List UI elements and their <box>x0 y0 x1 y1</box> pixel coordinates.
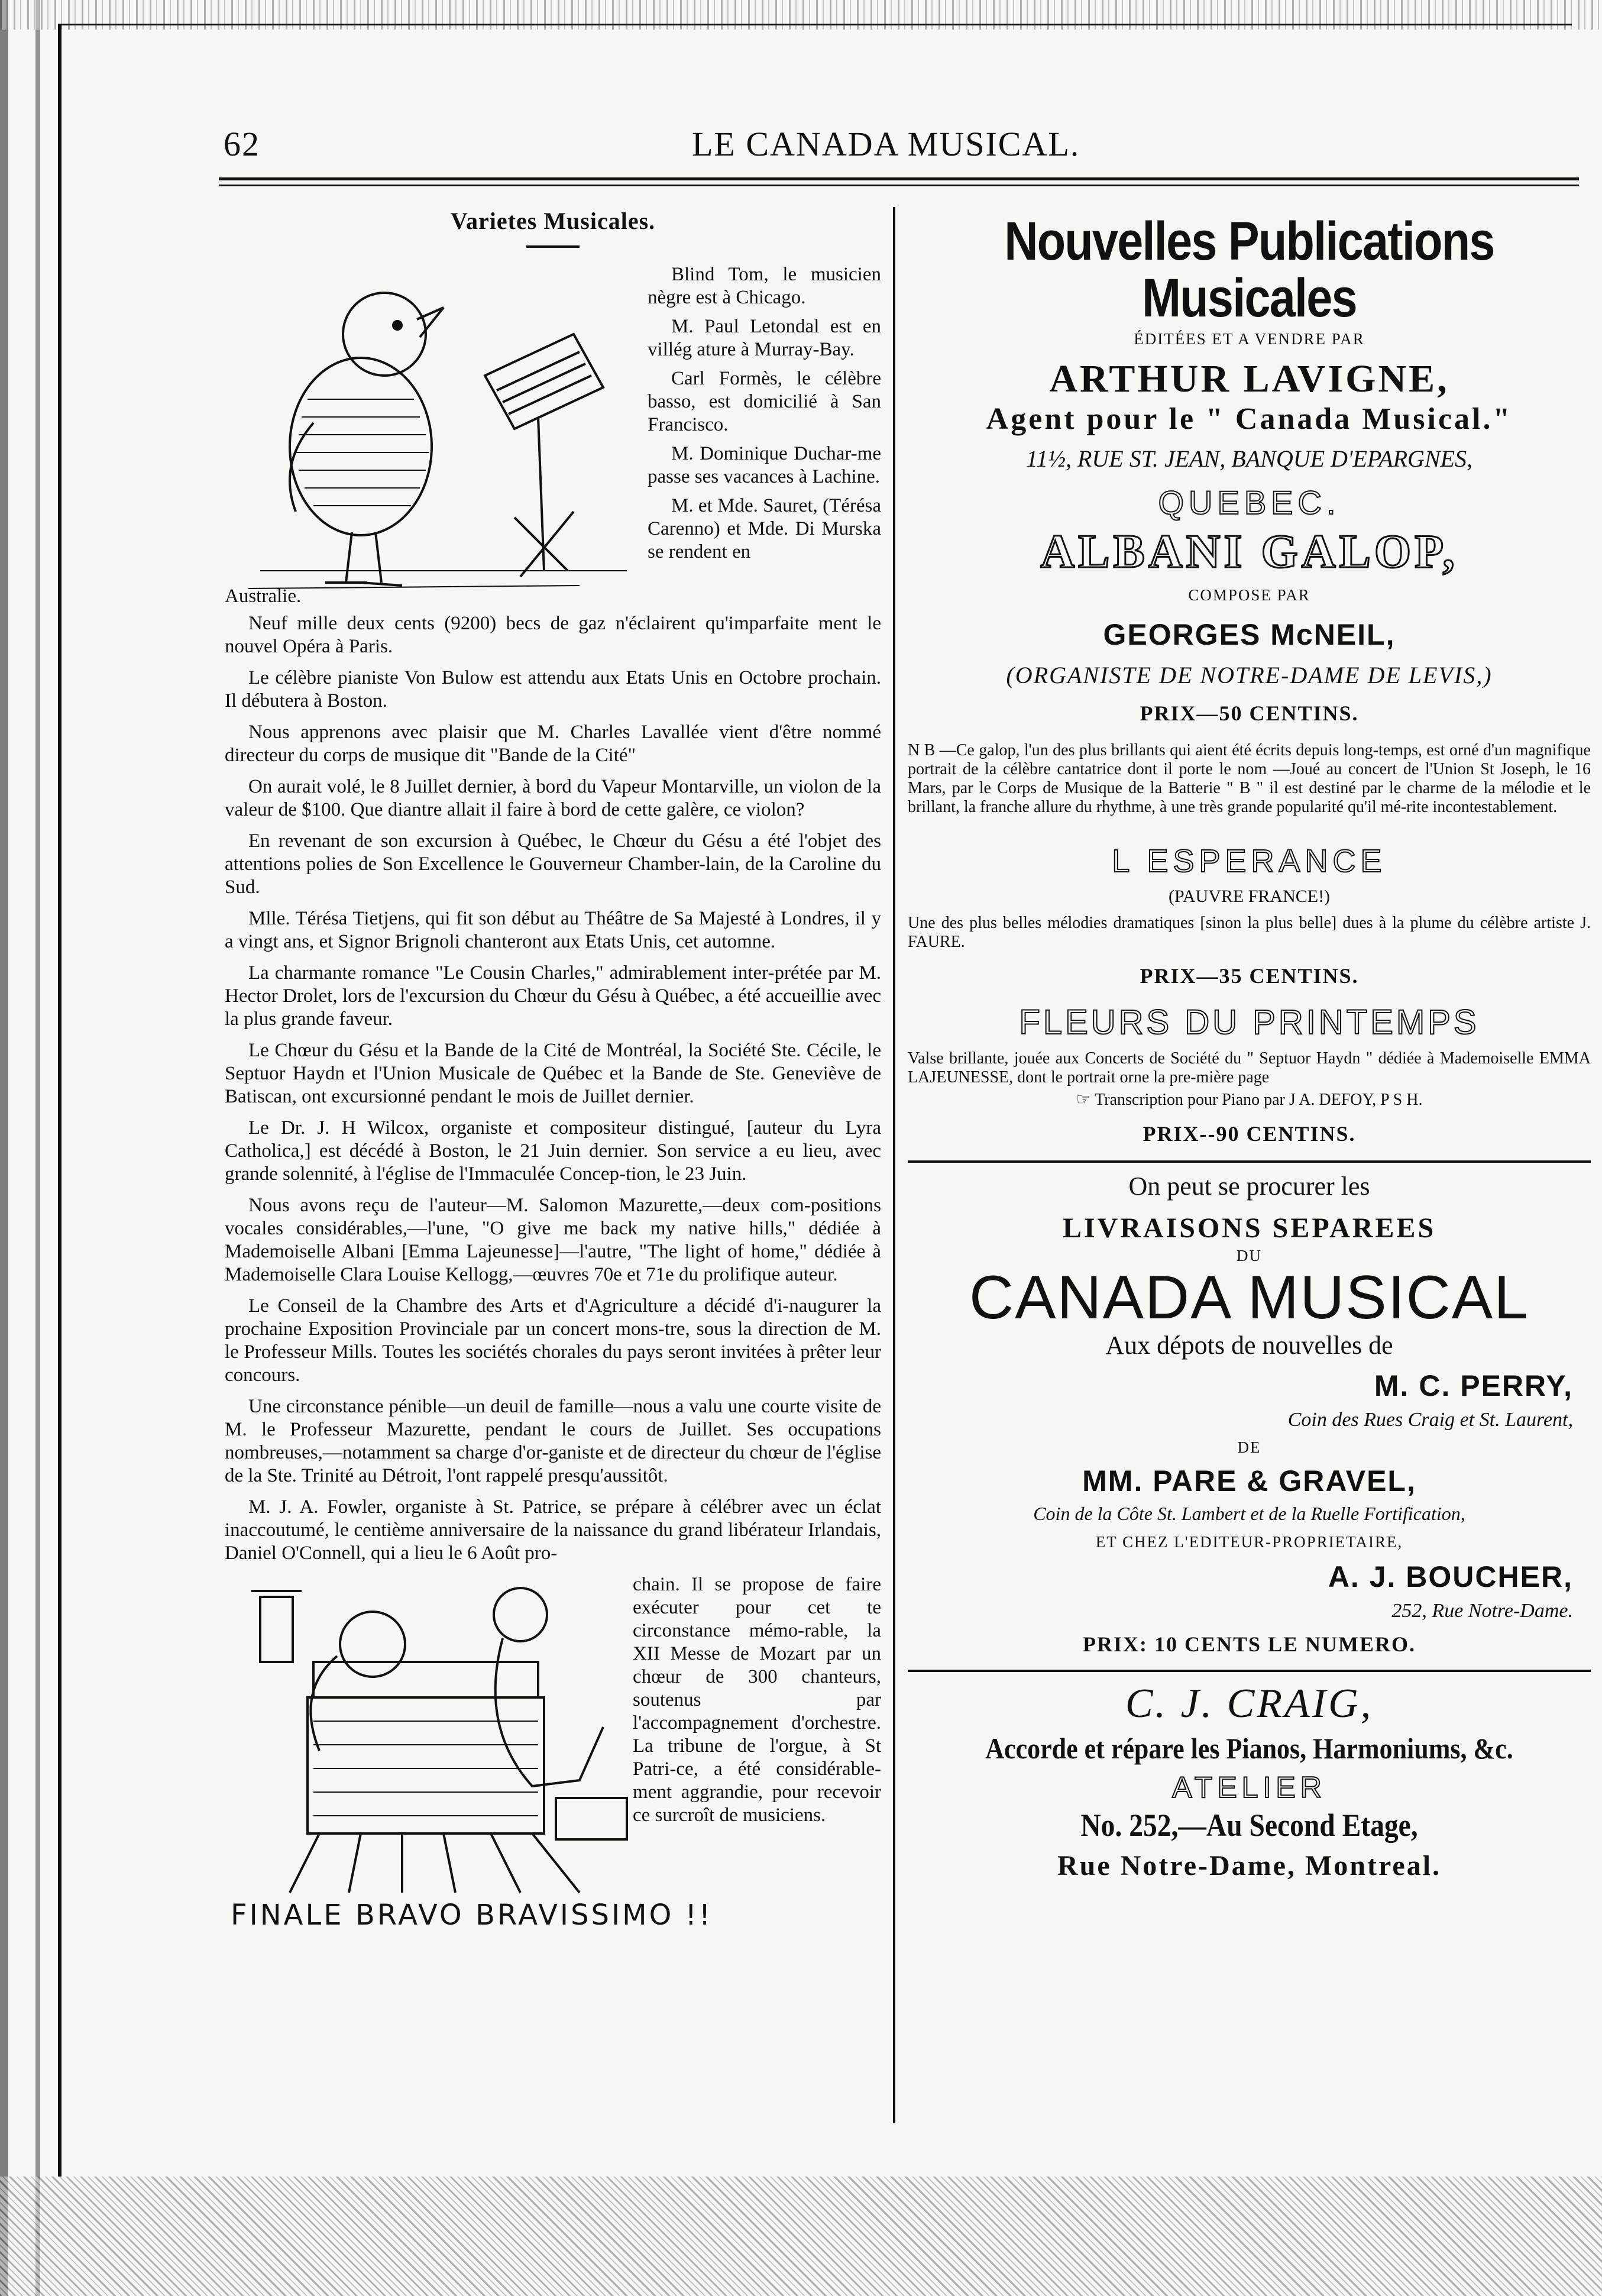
boucher-name: A. J. BOUCHER, <box>1328 1560 1573 1593</box>
organist-engraving <box>225 1573 639 1904</box>
depots-line: Aux dépots de nouvelles de <box>1105 1331 1393 1360</box>
paragraph: M. J. A. Fowler, organiste à St. Patrice, se prépare à célébrer avec un éclat inaccoutumé, le centième anniversaire de la naissance du grand libérateur Irlandais, Daniel O'Connell, qui a lieu le 6 Août pro- <box>225 1496 881 1564</box>
column-divider <box>893 207 895 2123</box>
albani-galop-title: ALBANI GALOP, <box>1040 526 1458 578</box>
perry-name: M. C. PERRY, <box>1374 1369 1573 1402</box>
paragraph: Le Chœur du Gésu et la Bande de la Cité de Montréal, la Société Ste. Cécile, le Septuor Haydn et l'Union Musicale de Québec et la Bande de Ste. Geneviève de Batiscan, ont excursionné pendant le mois de Juillet dernier. <box>225 1040 881 1107</box>
header-rule-bottom <box>219 185 1579 186</box>
short-items <box>648 263 881 570</box>
rue-notre-dame: Rue Notre-Dame, Montreal. <box>1057 1850 1442 1881</box>
header-rule-top <box>219 177 1579 180</box>
item-blind-tom: Blind Tom, le musicien nègre est à Chicago. <box>648 264 881 308</box>
boucher-address: 252, Rue Notre-Dame. <box>1391 1600 1573 1622</box>
price-numero: PRIX: 10 CENTS LE NUMERO. <box>1082 1632 1416 1656</box>
paragraph: Le Dr. J. H Wilcox, organiste et compositeur distingué, [auteur du Lyra Catholica,] est décédé à Boston, le 21 Juin dernier. Son service a eu lieu, avec grande solennité, à l'église de l'Immaculée Concep-tion, le 23 Juin. <box>225 1117 881 1185</box>
paragraph: Neuf mille deux cents (9200) becs de gaz n'éclairent qu'imparfaite ment le nouvel Opéra à Paris. <box>225 613 881 657</box>
left-column <box>225 207 881 1940</box>
esperance-note: Une des plus belles mélodies dramatiques [sinon la plus belle] dues à la plume du célèbre artiste J. FAURE. <box>908 914 1591 951</box>
chick-engraving <box>225 263 633 606</box>
paragraph: Nous apprenons avec plaisir que M. Charles Lavallée vient d'être nommé directeur du corps de musique dit "Bande de la Cité" <box>225 722 881 766</box>
engraving-caption: FINALE BRAVO BRAVISSIMO !! <box>231 1899 713 1932</box>
item-sauret: M. et Mde. Sauret, (Térésa Carenno) et Mde. Di Murska se rendent en <box>648 495 881 562</box>
paragraph: Mlle. Térésa Tietjens, qui fit son début au Théâtre de Sa Majesté à Londres, il y a vingt ans, et Signor Brignoli chanteront aux Etats Unis, cet automne. <box>225 908 881 952</box>
livraisons-title: LIVRAISONS SEPAREES <box>1062 1212 1436 1244</box>
paragraph: La charmante romance "Le Cousin Charles," admirablement inter-prétée par M. Hector Drolet, lors de l'excursion du Chœur du Gésu à Québec, a été accueillie avec la plus grande faveur. <box>225 962 881 1030</box>
accorde-line: Accorde et répare les Pianos, Harmoniums, &c. <box>985 1732 1513 1765</box>
paragraph: Le Conseil de la Chambre des Arts et d'Agriculture a décidé d'i-naugurer la prochaine Exposition Provinciale par un concert mons-tre, sous la direction de M. le Professeur Mills. Toutes les sociétés chorales du pays seront invitées à prêter leur concours. <box>225 1295 881 1386</box>
paragraph: Nous avons reçu de l'auteur—M. Salomon Mazurette,—deux com-positions vocales considérables,—l'une, "O give me back my native hills," dédiée à Mademoiselle Albani [Emma Lajeunesse]—l'autre, "The light of home," dédiée à Mademoiselle Clara Louise Kellogg,—œuvres 70e et 71e du prolifique auteur. <box>225 1195 881 1285</box>
esperance-title: L ESPERANCE <box>1112 843 1387 879</box>
composer-name: GEORGES McNEIL, <box>1103 618 1396 651</box>
section-rule <box>908 1160 1591 1163</box>
title-rule <box>526 245 580 248</box>
galop-note: N B —Ce galop, l'un des plus brillants qui aient été écrits depuis long-temps, est orné d'un magnifique portrait de la célèbre cantatrice dont il porte le nom —Joué au concert de l'Union St Joseph, le 16 Mars, par le Corps de Musique de la Batterie " B " il est destiné par le charme de la mélodie et le brillant, la franche allure du rhythme, à une très grande popularité qu'il mé-rite incontestablement. <box>908 741 1591 816</box>
chick-block <box>225 263 881 612</box>
scan-bottom-edge <box>0 2177 1602 2296</box>
organ-block <box>225 1573 881 1940</box>
paragraph: On aurait volé, le 8 Juillet dernier, à bord du Vapeur Montarville, un violon de la valeur de $100. Que diantre allait il faire à bord de cette galère, ce violon? <box>225 776 881 820</box>
perry-address: Coin des Rues Craig et St. Laurent, <box>1287 1409 1573 1431</box>
item-formes: Carl Formès, le célèbre basso, est domicilié à San Francisco. <box>648 368 881 435</box>
item-letondal: M. Paul Letondal est en villég ature à Murray-Bay. <box>648 316 881 360</box>
fowler-continued <box>633 1573 881 1835</box>
fleurs-title: FLEURS DU PRINTEMPS <box>1019 1003 1480 1042</box>
agent-line: Agent pour le " Canada Musical." <box>986 402 1513 436</box>
du-label: DU <box>1237 1247 1262 1265</box>
editees-line: ÉDITÉES ET A VENDRE PAR <box>1134 330 1365 348</box>
pare-gravel-address: Coin de la Côte St. Lambert et de la Ruelle Fortification, <box>1033 1503 1465 1524</box>
paragraph: Une circonstance pénible—un deuil de famille—nous a valu une courte visite de M. le Professeur Mazurette, pendant le cours de Juillet. Ses occupations nombreuses,—notamment sa charge d'or-ganiste et de directeur du chœur de l'église de la Ste. Trinité au Détroit, l'ont rappelé presqu'aussitôt. <box>225 1396 881 1486</box>
organiste-line: (ORGANISTE DE NOTRE-DAME DE LEVIS,) <box>1006 662 1493 688</box>
paragraph-tail: chain. Il se propose de faire exécuter pour cet te circonstance mémo-rable, la XII Messe de Mozart par un chœur de 300 chanteurs, soutenus par l'accompagnement d'orchestre. La tribune de l'orgue, à St Patri-ce, a été considérable-ment aggrandie, pour recevoir ce surcroît de musiciens. <box>633 1574 881 1826</box>
craig-name: C. J. CRAIG, <box>1125 1681 1374 1726</box>
pauvre-france: (PAUVRE FRANCE!) <box>1168 887 1331 906</box>
price-galop: PRIX—50 CENTINS. <box>1140 701 1359 725</box>
atelier-label: ATELIER <box>1172 1771 1326 1804</box>
item-australie: Australie. <box>225 586 302 607</box>
section-rule-2 <box>908 1670 1591 1672</box>
etage-line: No. 252,—Au Second Etage, <box>1080 1807 1418 1843</box>
publications-title: Nouvelles Publications Musicales <box>1004 211 1494 328</box>
price-fleurs: PRIX--90 CENTINS. <box>1143 1122 1356 1146</box>
publisher-name: ARTHUR LAVIGNE, <box>1049 357 1449 400</box>
item-ducharme: M. Dominique Duchar-me passe ses vacances à Lachine. <box>648 443 881 487</box>
publisher-address: 11½, RUE ST. JEAN, BANQUE D'EPARGNES, <box>1025 445 1473 472</box>
de-label: DE <box>1237 1438 1261 1456</box>
price-esperance: PRIX—35 CENTINS. <box>1140 964 1359 988</box>
procurer-line: On peut se procurer les <box>1128 1172 1370 1201</box>
pare-gravel-name: MM. PARE & GRAVEL, <box>1082 1464 1416 1498</box>
scan-left-edge <box>0 0 65 2296</box>
canada-musical-title: CANADA MUSICAL <box>969 1263 1529 1332</box>
journal-title: LE CANADA MUSICAL. <box>692 125 1080 163</box>
compose-par: COMPOSE PAR <box>1188 586 1310 604</box>
frame-top-rule <box>58 24 1572 25</box>
chez-editeur: ET CHEZ L'EDITEUR-PROPRIETAIRE, <box>1095 1533 1403 1551</box>
fleurs-note: Valse brillante, jouée aux Concerts de Société du " Septuor Haydn " dédiée à Mademoiselle EMMA LAJEUNESSE, dont le portrait orne la pre-mière page <box>908 1049 1591 1086</box>
paragraph: En revenant de son excursion à Québec, le Chœur du Gésu a été l'objet des attentions polies de Son Excellence le Gouverneur Chamber-lain, de la Caroline du Sud. <box>225 830 881 898</box>
paragraph: Le célèbre pianiste Von Bulow est attendu aux Etats Unis en Octobre prochain. Il débutera à Boston. <box>225 667 881 712</box>
frame-left-rule <box>58 24 62 2177</box>
section-title: Varietes Musicales. <box>450 208 656 234</box>
transcription-line: ☞ Transcription pour Piano par J A. DEFOY, P S H. <box>1076 1091 1423 1109</box>
city-quebec: QUEBEC. <box>1158 484 1341 521</box>
page-number: 62 <box>224 125 260 163</box>
right-column <box>908 207 1591 1882</box>
